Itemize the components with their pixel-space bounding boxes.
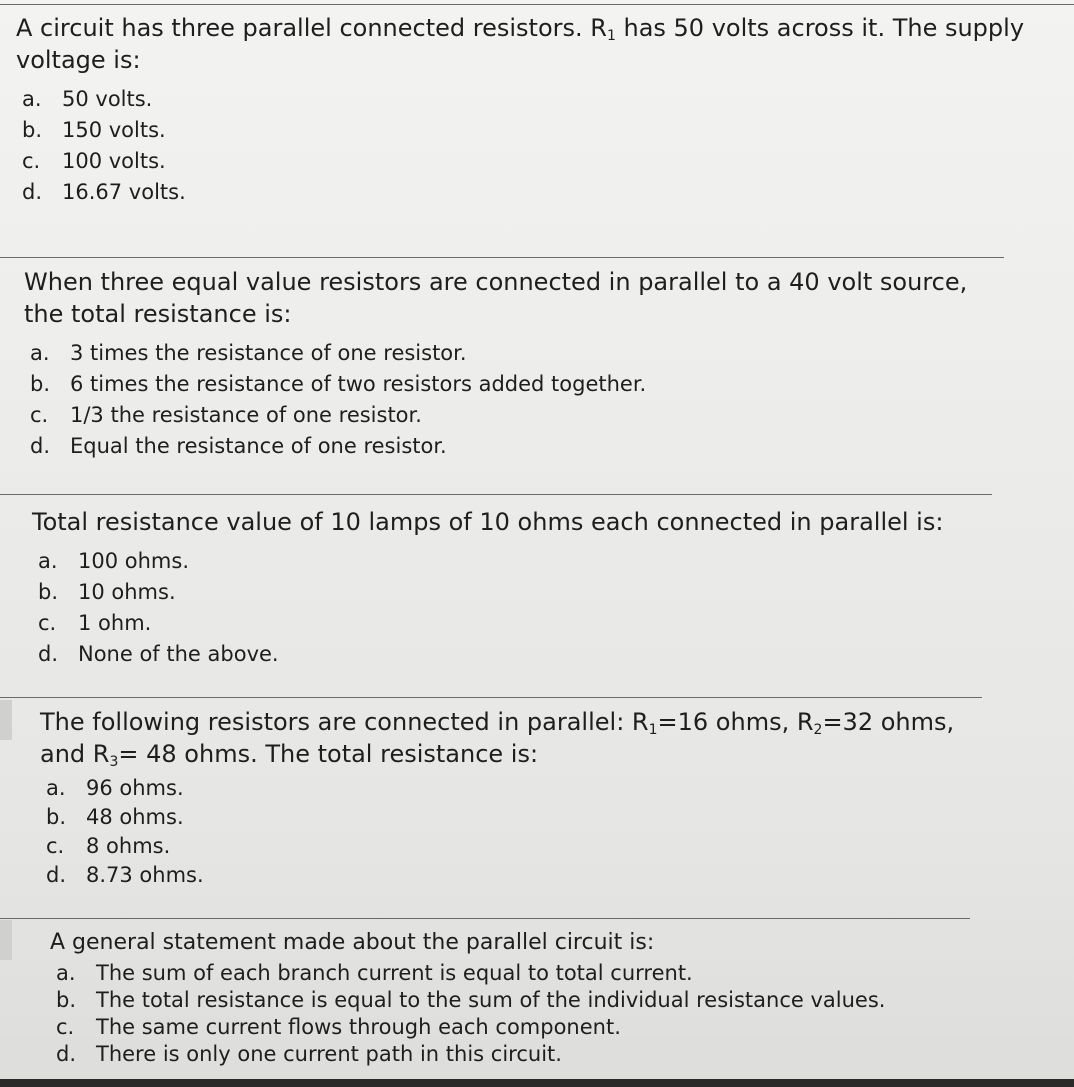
question-5-options (50, 960, 1010, 1068)
margin-shadow (0, 700, 12, 740)
question-1-stem: A circuit has three parallel connected resistors. $R_1$ has 50 volts across it. The supply voltage is: (16, 14, 1025, 74)
question-2-options (24, 338, 1014, 462)
question-3 (32, 506, 1012, 670)
separator-rule (0, 4, 1074, 5)
question-4 (40, 706, 1000, 890)
option-b[interactable]: b. 48 ohms. (46, 805, 184, 829)
option-a[interactable]: a. 100 ohms. (38, 549, 189, 573)
option-d[interactable]: d. Equal the resistance of one resistor. (30, 434, 447, 458)
option-b[interactable]: b. 6 times the resistance of two resistors added together. (30, 372, 647, 396)
option-a[interactable]: a. 50 volts. (22, 87, 153, 111)
option-b[interactable]: b. 10 ohms. (38, 580, 176, 604)
question-5-stem: A general statement made about the parallel circuit is: (50, 930, 655, 955)
option-d[interactable]: d. There is only one current path in this circuit. (56, 1042, 562, 1066)
option-c[interactable]: c. The same current flows through each component. (56, 1015, 621, 1039)
option-c[interactable]: c. 1 ohm. (38, 611, 152, 635)
separator-rule (0, 697, 982, 698)
screen-bezel-edge (0, 1079, 1074, 1087)
option-d[interactable]: d. 8.73 ohms. (46, 863, 204, 887)
option-c[interactable]: c. 8 ohms. (46, 834, 171, 858)
separator-rule (0, 918, 970, 919)
option-c[interactable]: c. 1/3 the resistance of one resistor. (30, 403, 422, 427)
option-a[interactable]: a. The sum of each branch current is equal to total current. (56, 961, 693, 985)
separator-rule (0, 257, 1004, 258)
option-b[interactable]: b. The total resistance is equal to the sum of the individual resistance values. (56, 988, 886, 1012)
question-2 (24, 266, 1014, 462)
question-1-options (16, 84, 1026, 208)
separator-rule (0, 494, 992, 495)
option-a[interactable]: a. 96 ohms. (46, 776, 184, 800)
option-d[interactable]: d. None of the above. (38, 642, 279, 666)
question-5 (50, 928, 1010, 1068)
question-4-options (40, 774, 1000, 890)
option-c[interactable]: c. 100 volts. (22, 149, 166, 173)
option-d[interactable]: d. 16.67 volts. (22, 180, 186, 204)
question-4-stem: The following resistors are connected in parallel: $R_1=16$ ohms, $R_2=32$ ohms, and $R_3= 48$ ohms. The total resistance is: (40, 708, 955, 770)
question-1 (16, 12, 1026, 208)
question-3-options (32, 546, 1012, 670)
option-a[interactable]: a. 3 times the resistance of one resistor. (30, 341, 467, 365)
option-b[interactable]: b. 150 volts. (22, 118, 166, 142)
question-2-stem: When three equal value resistors are connected in parallel to a 40 volt source, the total resistance is: (24, 268, 968, 328)
question-3-stem: Total resistance value of 10 lamps of 10 ohms each connected in parallel is: (32, 508, 944, 536)
margin-shadow (0, 920, 12, 960)
